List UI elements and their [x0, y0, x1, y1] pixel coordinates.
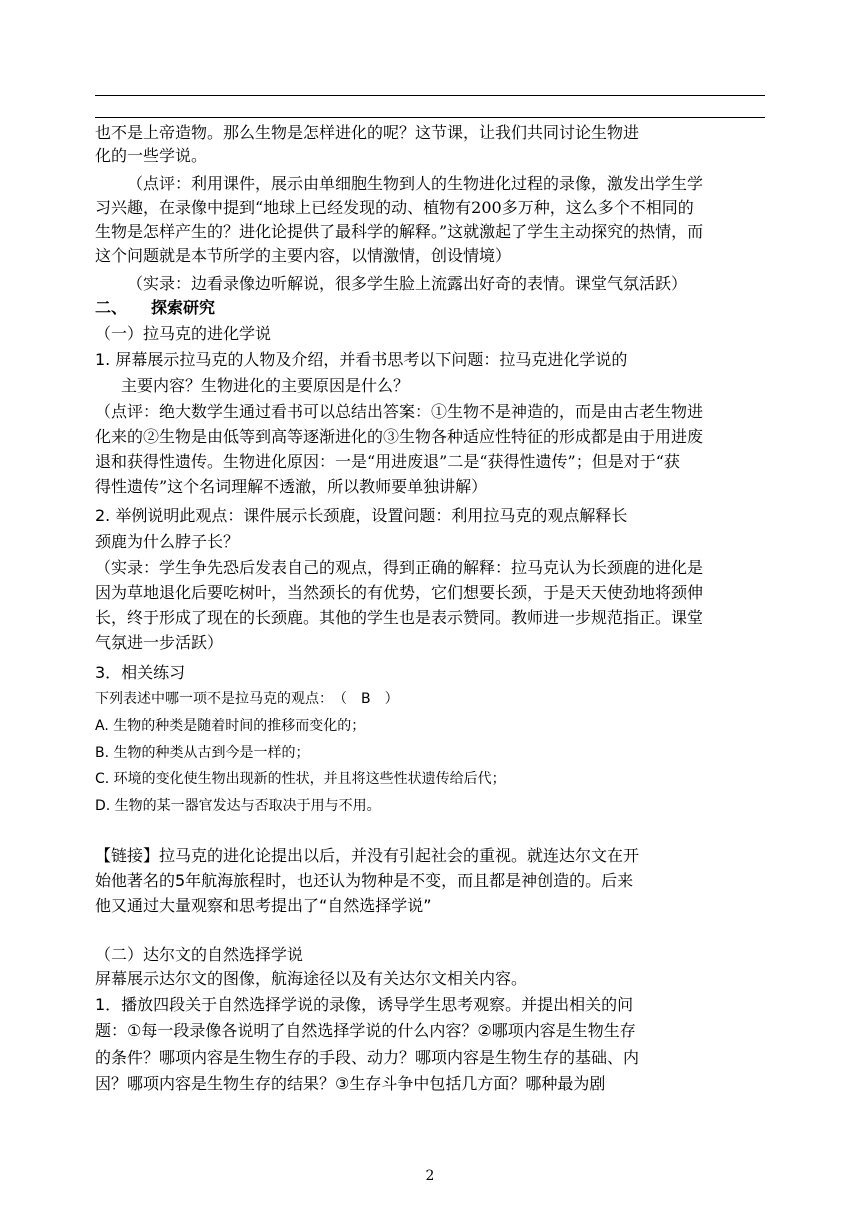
link-paragraph-line: 始他著名的5年航海旅程时，也还认为物种是不变，而且都是神创造的。后来 — [95, 871, 634, 890]
comment-line: （点评：利用课件，展示由单细胞生物到人的生物进化过程的录像，激发出学生学 — [127, 174, 704, 193]
list-item: 2. 举例说明此观点：课件展示长颈鹿，设置问题：利用拉马克的观点解释长 — [95, 506, 628, 525]
exercise-question: 下列表述中哪一项不是拉马克的观点： （ B ） — [95, 691, 399, 707]
record-line: 因为草地退化后要吃树叶，当然颈长的有优势，它们想要长颈，于是天天使劲地将颈伸 — [95, 583, 704, 602]
page-number: 2 — [425, 1168, 435, 1184]
paragraph-line: 也不是上帝造物。那么生物是怎样进化的呢？这节课，让我们共同讨论生物进 — [95, 123, 640, 142]
exercise-option-b: B. 生物的种类从古到今是一样的； — [95, 745, 310, 761]
comment-line: 这个问题就是本节所学的主要内容，以情激情，创设情境） — [95, 246, 512, 265]
comment-line: 得性遗传”这个名词理解不透澈，所以教师要单独讲解） — [95, 477, 488, 496]
header-rule-bottom — [95, 117, 765, 118]
exercise-heading: 3．相关练习 — [95, 663, 186, 682]
paragraph-line: 化的一些学说。 — [95, 146, 208, 165]
comment-line: 生物是怎样产生的？进化论提供了最科学的解释。”这就激起了学生主动探究的热情，而 — [95, 222, 704, 241]
exercise-option-a: A. 生物的种类是随着时间的推移而变化的； — [95, 718, 366, 734]
section-heading: 二、 探索研究 — [95, 298, 216, 317]
comment-line: （点评：绝大数学生通过看书可以总结出答案：①生物不是神造的，而是由古老生物进 — [95, 402, 704, 421]
comment-line: 习兴趣，在录像中提到“地球上已经发现的动、植物有200多万种，这么多个不相同的 — [95, 198, 694, 217]
exercise-option-d: D. 生物的某一器官发达与否取决于用与不用。 — [95, 798, 381, 814]
list-item-continuation: 题：①每一段录像各说明了自然选择学说的什么内容？②哪项内容是生物生存 — [95, 1021, 636, 1040]
list-item-continuation: 的条件？哪项内容是生物生存的手段、动力？哪项内容是生物生存的基础、内 — [95, 1048, 640, 1067]
record-line: （实录：学生争先恐后发表自己的观点，得到正确的解释：拉马克认为长颈鹿的进化是 — [95, 558, 704, 577]
list-item: 1. 屏幕展示拉马克的人物及介绍，并看书思考以下问题：拉马克进化学说的 — [95, 350, 628, 369]
subsection-heading: （一）拉马克的进化学说 — [95, 324, 272, 343]
record-line: （实录：边看录像边听解说，很多学生脸上流露出好奇的表情。课堂气氛活跃） — [127, 274, 688, 293]
exercise-option-c: C. 环境的变化使生物出现新的性状，并且将这些性状遗传给后代； — [95, 771, 506, 787]
list-item-continuation: 主要内容？生物进化的主要原因是什么？ — [121, 376, 410, 395]
record-line: 长，终于形成了现在的长颈鹿。其他的学生也是表示赞同。教师进一步规范指正。课堂 — [95, 608, 704, 627]
record-line: 气氛进一步活跃） — [95, 633, 224, 652]
comment-line: 退和获得性遗传。生物进化原因：一是“用进废退”二是“获得性遗传”；但是对于“获 — [95, 452, 680, 471]
paragraph-line: 屏幕展示达尔文的图像，航海途径以及有关达尔文相关内容。 — [95, 969, 528, 988]
list-item: 1．播放四段关于自然选择学说的录像，诱导学生思考观察。并提出相关的问 — [95, 995, 634, 1014]
list-item-continuation: 颈鹿为什么脖子长？ — [95, 532, 240, 551]
link-paragraph-line: 【链接】拉马克的进化论提出以后，并没有引起社会的重视。就连达尔文在开 — [95, 846, 640, 865]
comment-line: 化来的②生物是由低等到高等逐渐进化的③生物各种适应性特征的形成都是由于用进废 — [95, 427, 704, 446]
header-rule-top — [95, 95, 765, 96]
list-item-continuation: 因？哪项内容是生物生存的结果？③生存斗争中包括几方面？哪种最为剧 — [95, 1074, 606, 1093]
subsection-heading: （二）达尔文的自然选择学说 — [95, 945, 304, 964]
link-paragraph-line: 他又通过大量观察和思考提出了“自然选择学说” — [95, 896, 432, 915]
